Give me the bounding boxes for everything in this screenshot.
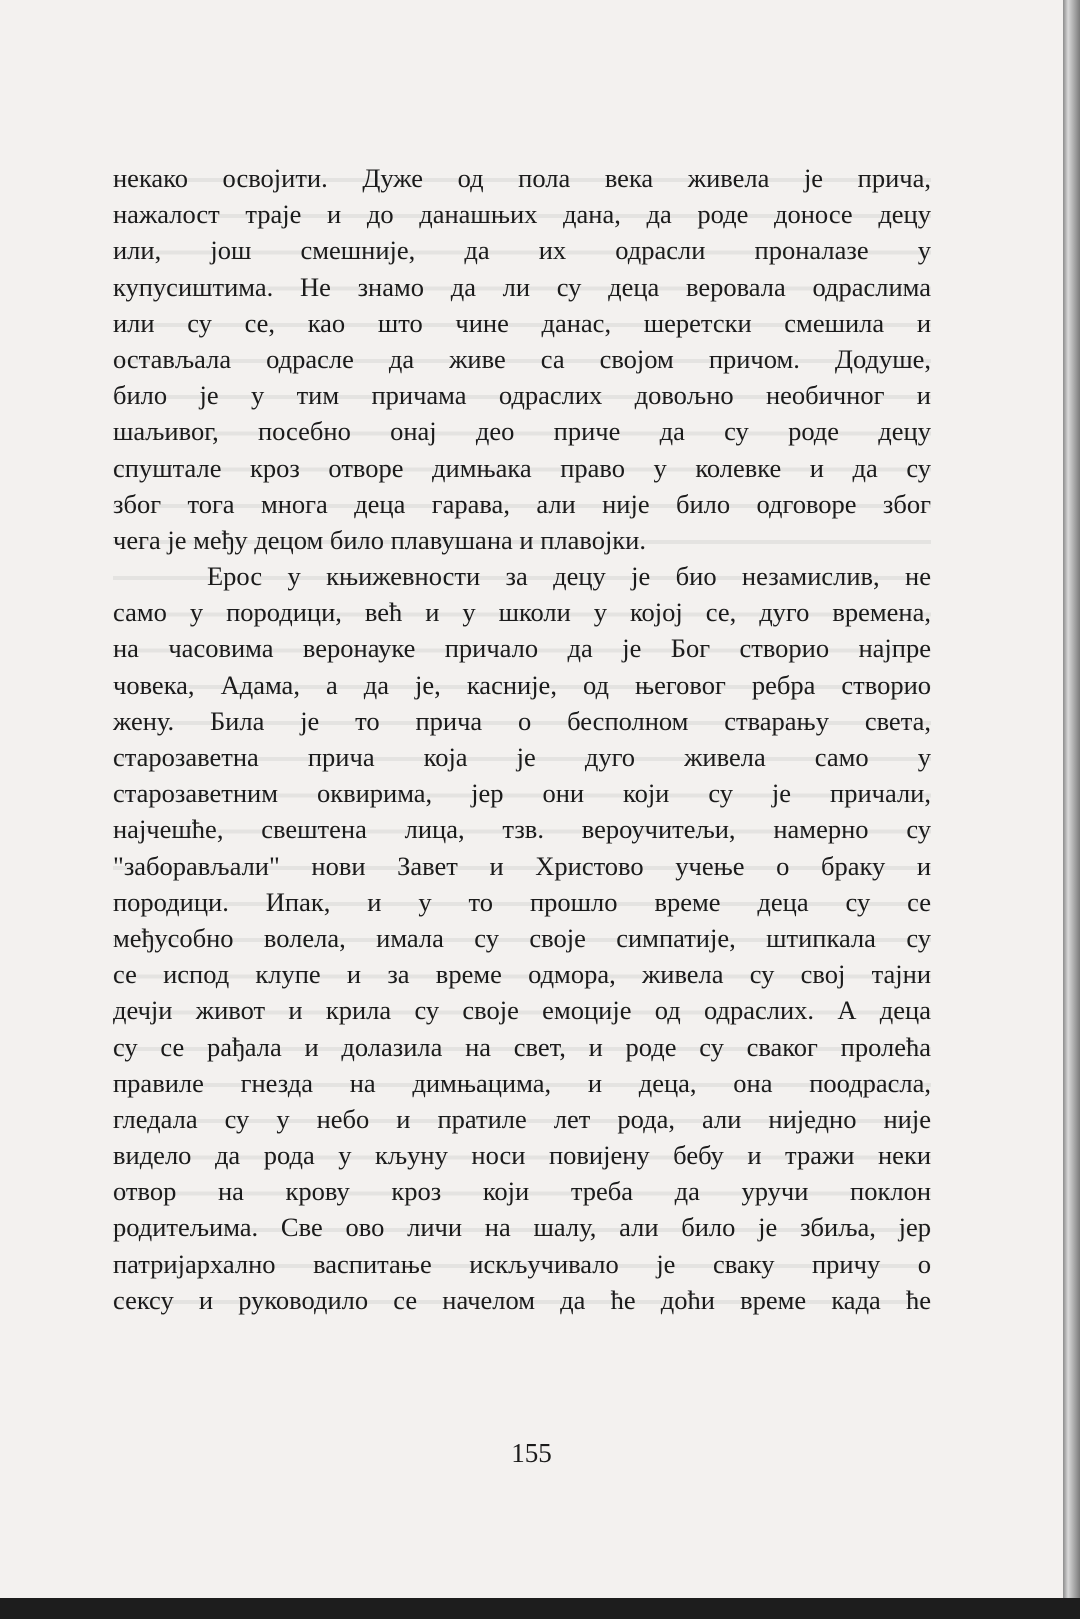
text-line: Ерос у књижевности за децу је био незамислив, не xyxy=(207,561,931,592)
text-line: због тога многа деца гарава, али није било одговоре због xyxy=(113,488,931,519)
text-line: видело да рода у кљуну носи повијену бебу и тражи неки xyxy=(113,1140,931,1171)
text-line: на часовима веронауке причало да је Бог створио најпре xyxy=(113,633,931,664)
text-line: породици. Ипак, и у то прошло време деца су се xyxy=(113,886,931,917)
text-line: некако освојити. Дуже од пола века живела је прича, xyxy=(113,163,931,193)
text-line: или, још смешније, да их одрасли проналазе у xyxy=(113,235,931,266)
text-line: спуштале кроз отворе димњака право у колевке и да су xyxy=(113,452,931,483)
text-line: правиле гнезда на димњацима, и деца, она поодрасла, xyxy=(113,1067,931,1098)
text-line: патријархално васпитање искључивало је сваку причу о xyxy=(113,1248,931,1279)
text-line: дечји живот и крила су своје емоције од одраслих. А деца xyxy=(113,995,931,1026)
text-line: чега је међу децом било плавушана и плавојки. xyxy=(113,524,646,555)
text-line: било је у тим причама одраслих довољно необичног и xyxy=(113,380,931,411)
text-line: међусобно волела, имала су своје симпатије, штипкала су xyxy=(113,922,931,953)
scan-shadow xyxy=(0,1598,1080,1619)
text-line: сексу и руководило се начелом да ће доћи време када ће xyxy=(113,1284,931,1315)
text-line: нажалост траје и до данашњих дана, да роде доносе децу xyxy=(113,199,931,230)
text-line: родитељима. Све ово личи на шалу, али било је збиља, јер xyxy=(113,1212,931,1243)
text-line: или су се, као што чине данас, шеретски смешила и xyxy=(113,307,931,338)
body-text xyxy=(113,160,931,1318)
page-edge xyxy=(1063,0,1080,1619)
text-line: се испод клупе и за време одмора, живела су свој тајни xyxy=(113,959,931,990)
text-line: "заборављали" нови Завет и Христово учење о браку и xyxy=(113,850,931,881)
text-line: остављала одрасле да живе са својом причом. Додуше, xyxy=(113,343,931,374)
text-line: шаљивог, посебно онај део приче да су роде децу xyxy=(113,416,931,447)
text-line: купусиштима. Не знамо да ли су деца веровала одраслима xyxy=(113,271,931,302)
text-line: жену. Била је то прича о бесполном стварању света, xyxy=(113,705,931,736)
text-line: најчешће, свештена лица, тзв. вероучитељи, намерно су xyxy=(113,814,931,845)
text-line: човека, Адама, а да је, касније, од његовог ребра створио xyxy=(113,669,931,700)
text-line: само у породици, већ и у школи у којој се, дуго времена, xyxy=(113,597,931,628)
text-line: су се рађала и долазила на свет, и роде су сваког пролећа xyxy=(113,1031,931,1062)
text-line: гледала су у небо и пратиле лет рода, али ниједно није xyxy=(113,1103,931,1134)
text-line: старозаветним оквирима, јер они који су је причали, xyxy=(113,778,931,809)
text-line: отвор на крову кроз који треба да уручи поклон xyxy=(113,1176,931,1207)
page-number: 155 xyxy=(511,1438,552,1468)
text-line: старозаветна прича која је дуго живела само у xyxy=(113,742,931,772)
